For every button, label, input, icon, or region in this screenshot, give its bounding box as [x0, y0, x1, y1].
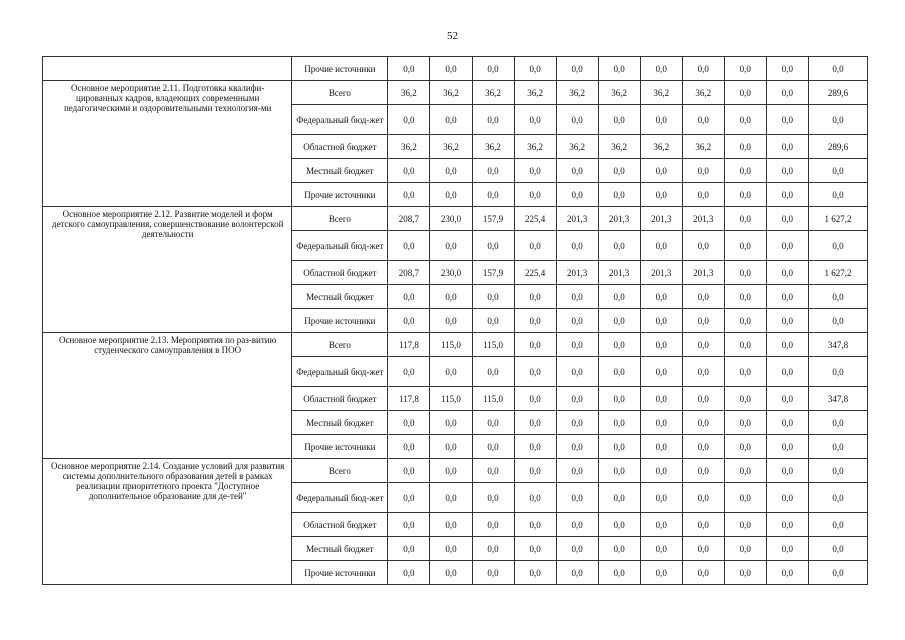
value-cell: 0,0 — [640, 387, 682, 411]
table-row — [43, 207, 868, 231]
value-cell: 225,4 — [514, 207, 556, 231]
value-cell: 0,0 — [472, 561, 514, 585]
value-cell: 0,0 — [682, 333, 724, 357]
value-cell: 0,0 — [514, 537, 556, 561]
value-cell: 0,0 — [640, 159, 682, 183]
value-cell: 0,0 — [766, 537, 808, 561]
value-cell: 0,0 — [640, 561, 682, 585]
budget-table-body — [43, 57, 868, 585]
value-cell: 0,0 — [430, 105, 472, 135]
activity-description: Основное мероприятие 2.13. Мероприятия по раз-витию студенческого самоуправления в ПОО — [43, 333, 292, 459]
value-cell: 201,3 — [556, 261, 598, 285]
value-cell: 225,4 — [514, 261, 556, 285]
total-cell: 0,0 — [808, 159, 867, 183]
value-cell: 0,0 — [472, 435, 514, 459]
value-cell: 0,0 — [766, 207, 808, 231]
value-cell: 0,0 — [640, 183, 682, 207]
value-cell: 0,0 — [724, 459, 766, 483]
value-cell: 0,0 — [598, 231, 640, 261]
total-cell: 1 627,2 — [808, 207, 867, 231]
value-cell: 201,3 — [682, 207, 724, 231]
value-cell: 36,2 — [472, 135, 514, 159]
funding-source: Местный бюджет — [292, 285, 388, 309]
value-cell: 0,0 — [514, 159, 556, 183]
value-cell: 36,2 — [640, 135, 682, 159]
value-cell: 0,0 — [556, 435, 598, 459]
funding-source: Прочие источники — [292, 309, 388, 333]
funding-source: Областной бюджет — [292, 387, 388, 411]
value-cell: 36,2 — [556, 81, 598, 105]
value-cell: 230,0 — [430, 207, 472, 231]
value-cell: 0,0 — [556, 513, 598, 537]
funding-source: Всего — [292, 207, 388, 231]
value-cell: 0,0 — [556, 537, 598, 561]
funding-source: Прочие источники — [292, 57, 388, 81]
value-cell: 0,0 — [514, 513, 556, 537]
value-cell: 0,0 — [514, 105, 556, 135]
value-cell: 0,0 — [388, 105, 430, 135]
value-cell: 0,0 — [640, 435, 682, 459]
value-cell: 115,0 — [430, 387, 472, 411]
value-cell: 0,0 — [388, 411, 430, 435]
funding-source: Федеральный бюд-жет — [292, 357, 388, 387]
value-cell: 0,0 — [514, 411, 556, 435]
value-cell: 201,3 — [556, 207, 598, 231]
value-cell: 0,0 — [682, 513, 724, 537]
value-cell: 208,7 — [388, 207, 430, 231]
value-cell: 36,2 — [430, 135, 472, 159]
value-cell: 0,0 — [766, 411, 808, 435]
value-cell: 36,2 — [598, 81, 640, 105]
value-cell: 157,9 — [472, 261, 514, 285]
funding-source: Прочие источники — [292, 183, 388, 207]
value-cell: 0,0 — [472, 159, 514, 183]
value-cell: 0,0 — [724, 513, 766, 537]
value-cell: 0,0 — [682, 561, 724, 585]
value-cell: 201,3 — [598, 261, 640, 285]
value-cell: 0,0 — [388, 159, 430, 183]
value-cell: 0,0 — [472, 483, 514, 513]
value-cell: 0,0 — [598, 459, 640, 483]
value-cell: 0,0 — [514, 435, 556, 459]
value-cell: 0,0 — [430, 159, 472, 183]
activity-description — [43, 57, 292, 81]
value-cell: 0,0 — [388, 57, 430, 81]
value-cell: 0,0 — [724, 81, 766, 105]
value-cell: 0,0 — [724, 561, 766, 585]
value-cell: 0,0 — [724, 309, 766, 333]
value-cell: 0,0 — [682, 183, 724, 207]
total-cell: 0,0 — [808, 105, 867, 135]
value-cell: 0,0 — [682, 435, 724, 459]
value-cell: 0,0 — [556, 411, 598, 435]
value-cell: 0,0 — [556, 459, 598, 483]
value-cell: 0,0 — [430, 513, 472, 537]
value-cell: 0,0 — [598, 105, 640, 135]
value-cell: 36,2 — [514, 135, 556, 159]
value-cell: 0,0 — [682, 57, 724, 81]
value-cell: 0,0 — [766, 81, 808, 105]
value-cell: 36,2 — [682, 135, 724, 159]
activity-description: Основное мероприятие 2.11. Подготовка квалифи-цированных кадров, владеющих современными педагогическими и оздоровительными технология-ми — [43, 81, 292, 207]
total-cell: 0,0 — [808, 537, 867, 561]
value-cell: 0,0 — [430, 459, 472, 483]
value-cell: 36,2 — [682, 81, 724, 105]
value-cell: 0,0 — [556, 231, 598, 261]
value-cell: 0,0 — [556, 57, 598, 81]
table-row — [43, 81, 868, 105]
value-cell: 0,0 — [766, 261, 808, 285]
funding-source: Всего — [292, 459, 388, 483]
value-cell: 0,0 — [388, 459, 430, 483]
funding-source: Всего — [292, 333, 388, 357]
funding-source: Местный бюджет — [292, 537, 388, 561]
value-cell: 0,0 — [472, 309, 514, 333]
total-cell: 0,0 — [808, 483, 867, 513]
value-cell: 0,0 — [640, 57, 682, 81]
total-cell: 0,0 — [808, 435, 867, 459]
value-cell: 0,0 — [472, 459, 514, 483]
value-cell: 0,0 — [472, 411, 514, 435]
value-cell: 0,0 — [388, 483, 430, 513]
value-cell: 0,0 — [640, 459, 682, 483]
value-cell: 0,0 — [766, 333, 808, 357]
value-cell: 0,0 — [640, 309, 682, 333]
value-cell: 0,0 — [640, 285, 682, 309]
value-cell: 0,0 — [766, 159, 808, 183]
value-cell: 0,0 — [388, 231, 430, 261]
value-cell: 0,0 — [598, 435, 640, 459]
value-cell: 0,0 — [472, 513, 514, 537]
value-cell: 0,0 — [598, 333, 640, 357]
value-cell: 0,0 — [430, 483, 472, 513]
value-cell: 0,0 — [598, 387, 640, 411]
value-cell: 0,0 — [766, 135, 808, 159]
value-cell: 0,0 — [640, 231, 682, 261]
value-cell: 0,0 — [472, 357, 514, 387]
value-cell: 201,3 — [682, 261, 724, 285]
value-cell: 0,0 — [682, 231, 724, 261]
value-cell: 36,2 — [388, 81, 430, 105]
value-cell: 36,2 — [598, 135, 640, 159]
value-cell: 0,0 — [766, 483, 808, 513]
value-cell: 0,0 — [766, 459, 808, 483]
value-cell: 0,0 — [640, 105, 682, 135]
funding-source: Областной бюджет — [292, 261, 388, 285]
total-cell: 289,6 — [808, 81, 867, 105]
value-cell: 0,0 — [556, 183, 598, 207]
value-cell: 0,0 — [388, 309, 430, 333]
value-cell: 0,0 — [598, 57, 640, 81]
total-cell: 0,0 — [808, 513, 867, 537]
value-cell: 0,0 — [556, 309, 598, 333]
value-cell: 0,0 — [514, 285, 556, 309]
value-cell: 0,0 — [598, 411, 640, 435]
value-cell: 0,0 — [598, 183, 640, 207]
value-cell: 0,0 — [472, 285, 514, 309]
value-cell: 0,0 — [682, 159, 724, 183]
value-cell: 0,0 — [430, 537, 472, 561]
value-cell: 0,0 — [556, 285, 598, 309]
value-cell: 0,0 — [766, 435, 808, 459]
value-cell: 0,0 — [640, 483, 682, 513]
value-cell: 0,0 — [430, 231, 472, 261]
value-cell: 0,0 — [724, 333, 766, 357]
value-cell: 0,0 — [766, 387, 808, 411]
value-cell: 0,0 — [556, 387, 598, 411]
value-cell: 0,0 — [724, 435, 766, 459]
total-cell: 0,0 — [808, 459, 867, 483]
value-cell: 0,0 — [598, 483, 640, 513]
funding-source: Федеральный бюд-жет — [292, 231, 388, 261]
value-cell: 0,0 — [724, 183, 766, 207]
value-cell: 0,0 — [598, 357, 640, 387]
value-cell: 0,0 — [724, 231, 766, 261]
value-cell: 230,0 — [430, 261, 472, 285]
value-cell: 36,2 — [640, 81, 682, 105]
value-cell: 157,9 — [472, 207, 514, 231]
value-cell: 201,3 — [640, 207, 682, 231]
funding-source: Областной бюджет — [292, 513, 388, 537]
table-row — [43, 57, 868, 81]
budget-table — [42, 56, 868, 585]
value-cell: 0,0 — [766, 231, 808, 261]
activity-description: Основное мероприятие 2.14. Создание условий для развития системы дополнительного образования детей в рамках реализации приоритетного проекта "Доступное дополнительное образование для де-тей" — [43, 459, 292, 585]
value-cell: 0,0 — [514, 459, 556, 483]
value-cell: 0,0 — [724, 285, 766, 309]
value-cell: 36,2 — [388, 135, 430, 159]
total-cell: 347,8 — [808, 333, 867, 357]
funding-source: Местный бюджет — [292, 159, 388, 183]
total-cell: 289,6 — [808, 135, 867, 159]
value-cell: 0,0 — [472, 231, 514, 261]
value-cell: 0,0 — [598, 513, 640, 537]
funding-source: Прочие источники — [292, 561, 388, 585]
value-cell: 0,0 — [388, 285, 430, 309]
value-cell: 0,0 — [682, 411, 724, 435]
value-cell: 0,0 — [430, 309, 472, 333]
activity-description: Основное мероприятие 2.12. Развитие моделей и форм детского самоуправления, совершенствование волонтерской деятельности — [43, 207, 292, 333]
value-cell: 36,2 — [556, 135, 598, 159]
total-cell: 1 627,2 — [808, 261, 867, 285]
value-cell: 0,0 — [682, 537, 724, 561]
value-cell: 0,0 — [682, 105, 724, 135]
value-cell: 0,0 — [724, 411, 766, 435]
funding-source: Областной бюджет — [292, 135, 388, 159]
value-cell: 0,0 — [514, 309, 556, 333]
value-cell: 0,0 — [388, 513, 430, 537]
value-cell: 0,0 — [724, 135, 766, 159]
value-cell: 0,0 — [598, 537, 640, 561]
value-cell: 0,0 — [766, 105, 808, 135]
funding-source: Местный бюджет — [292, 411, 388, 435]
value-cell: 0,0 — [514, 387, 556, 411]
value-cell: 0,0 — [388, 357, 430, 387]
value-cell: 0,0 — [388, 537, 430, 561]
value-cell: 0,0 — [766, 309, 808, 333]
value-cell: 117,8 — [388, 387, 430, 411]
funding-source: Всего — [292, 81, 388, 105]
total-cell: 0,0 — [808, 411, 867, 435]
total-cell: 347,8 — [808, 387, 867, 411]
value-cell: 0,0 — [514, 183, 556, 207]
value-cell: 0,0 — [724, 105, 766, 135]
value-cell: 0,0 — [472, 57, 514, 81]
value-cell: 0,0 — [640, 513, 682, 537]
value-cell: 208,7 — [388, 261, 430, 285]
value-cell: 0,0 — [430, 435, 472, 459]
value-cell: 0,0 — [682, 387, 724, 411]
value-cell: 0,0 — [430, 285, 472, 309]
value-cell: 0,0 — [682, 483, 724, 513]
table-row — [43, 459, 868, 483]
value-cell: 0,0 — [430, 57, 472, 81]
total-cell: 0,0 — [808, 231, 867, 261]
value-cell: 0,0 — [766, 183, 808, 207]
value-cell: 0,0 — [682, 459, 724, 483]
value-cell: 201,3 — [598, 207, 640, 231]
value-cell: 36,2 — [514, 81, 556, 105]
value-cell: 0,0 — [766, 285, 808, 309]
value-cell: 0,0 — [514, 333, 556, 357]
value-cell: 0,0 — [556, 483, 598, 513]
value-cell: 0,0 — [430, 411, 472, 435]
value-cell: 0,0 — [766, 513, 808, 537]
value-cell: 0,0 — [514, 231, 556, 261]
value-cell: 0,0 — [556, 561, 598, 585]
total-cell: 0,0 — [808, 285, 867, 309]
value-cell: 115,0 — [430, 333, 472, 357]
value-cell: 0,0 — [472, 105, 514, 135]
value-cell: 0,0 — [556, 159, 598, 183]
page-number: 52 — [447, 30, 458, 42]
value-cell: 0,0 — [724, 207, 766, 231]
value-cell: 0,0 — [598, 285, 640, 309]
value-cell: 0,0 — [556, 333, 598, 357]
value-cell: 0,0 — [640, 411, 682, 435]
value-cell: 0,0 — [430, 561, 472, 585]
value-cell: 0,0 — [430, 357, 472, 387]
table-row — [43, 333, 868, 357]
value-cell: 0,0 — [724, 537, 766, 561]
total-cell: 0,0 — [808, 309, 867, 333]
value-cell: 0,0 — [556, 105, 598, 135]
total-cell: 0,0 — [808, 183, 867, 207]
value-cell: 0,0 — [640, 357, 682, 387]
value-cell: 0,0 — [472, 537, 514, 561]
value-cell: 0,0 — [766, 561, 808, 585]
value-cell: 0,0 — [514, 57, 556, 81]
value-cell: 117,8 — [388, 333, 430, 357]
value-cell: 0,0 — [598, 561, 640, 585]
value-cell: 0,0 — [388, 435, 430, 459]
funding-source: Федеральный бюд-жет — [292, 483, 388, 513]
value-cell: 115,0 — [472, 333, 514, 357]
total-cell: 0,0 — [808, 561, 867, 585]
value-cell: 0,0 — [766, 357, 808, 387]
funding-source: Прочие источники — [292, 435, 388, 459]
value-cell: 36,2 — [430, 81, 472, 105]
value-cell: 0,0 — [430, 183, 472, 207]
value-cell: 0,0 — [472, 183, 514, 207]
value-cell: 0,0 — [724, 57, 766, 81]
value-cell: 0,0 — [724, 159, 766, 183]
value-cell: 0,0 — [388, 561, 430, 585]
value-cell: 0,0 — [514, 483, 556, 513]
value-cell: 0,0 — [598, 309, 640, 333]
value-cell: 0,0 — [682, 285, 724, 309]
value-cell: 0,0 — [682, 357, 724, 387]
value-cell: 0,0 — [514, 357, 556, 387]
value-cell: 0,0 — [724, 483, 766, 513]
total-cell: 0,0 — [808, 357, 867, 387]
value-cell: 0,0 — [640, 537, 682, 561]
value-cell: 0,0 — [724, 357, 766, 387]
value-cell: 0,0 — [640, 333, 682, 357]
value-cell: 0,0 — [514, 561, 556, 585]
value-cell: 0,0 — [556, 357, 598, 387]
value-cell: 0,0 — [724, 261, 766, 285]
value-cell: 0,0 — [682, 309, 724, 333]
funding-source: Федеральный бюд-жет — [292, 105, 388, 135]
value-cell: 0,0 — [598, 159, 640, 183]
value-cell: 0,0 — [388, 183, 430, 207]
value-cell: 0,0 — [724, 387, 766, 411]
value-cell: 36,2 — [472, 81, 514, 105]
total-cell: 0,0 — [808, 57, 867, 81]
value-cell: 0,0 — [766, 57, 808, 81]
value-cell: 115,0 — [472, 387, 514, 411]
value-cell: 201,3 — [640, 261, 682, 285]
